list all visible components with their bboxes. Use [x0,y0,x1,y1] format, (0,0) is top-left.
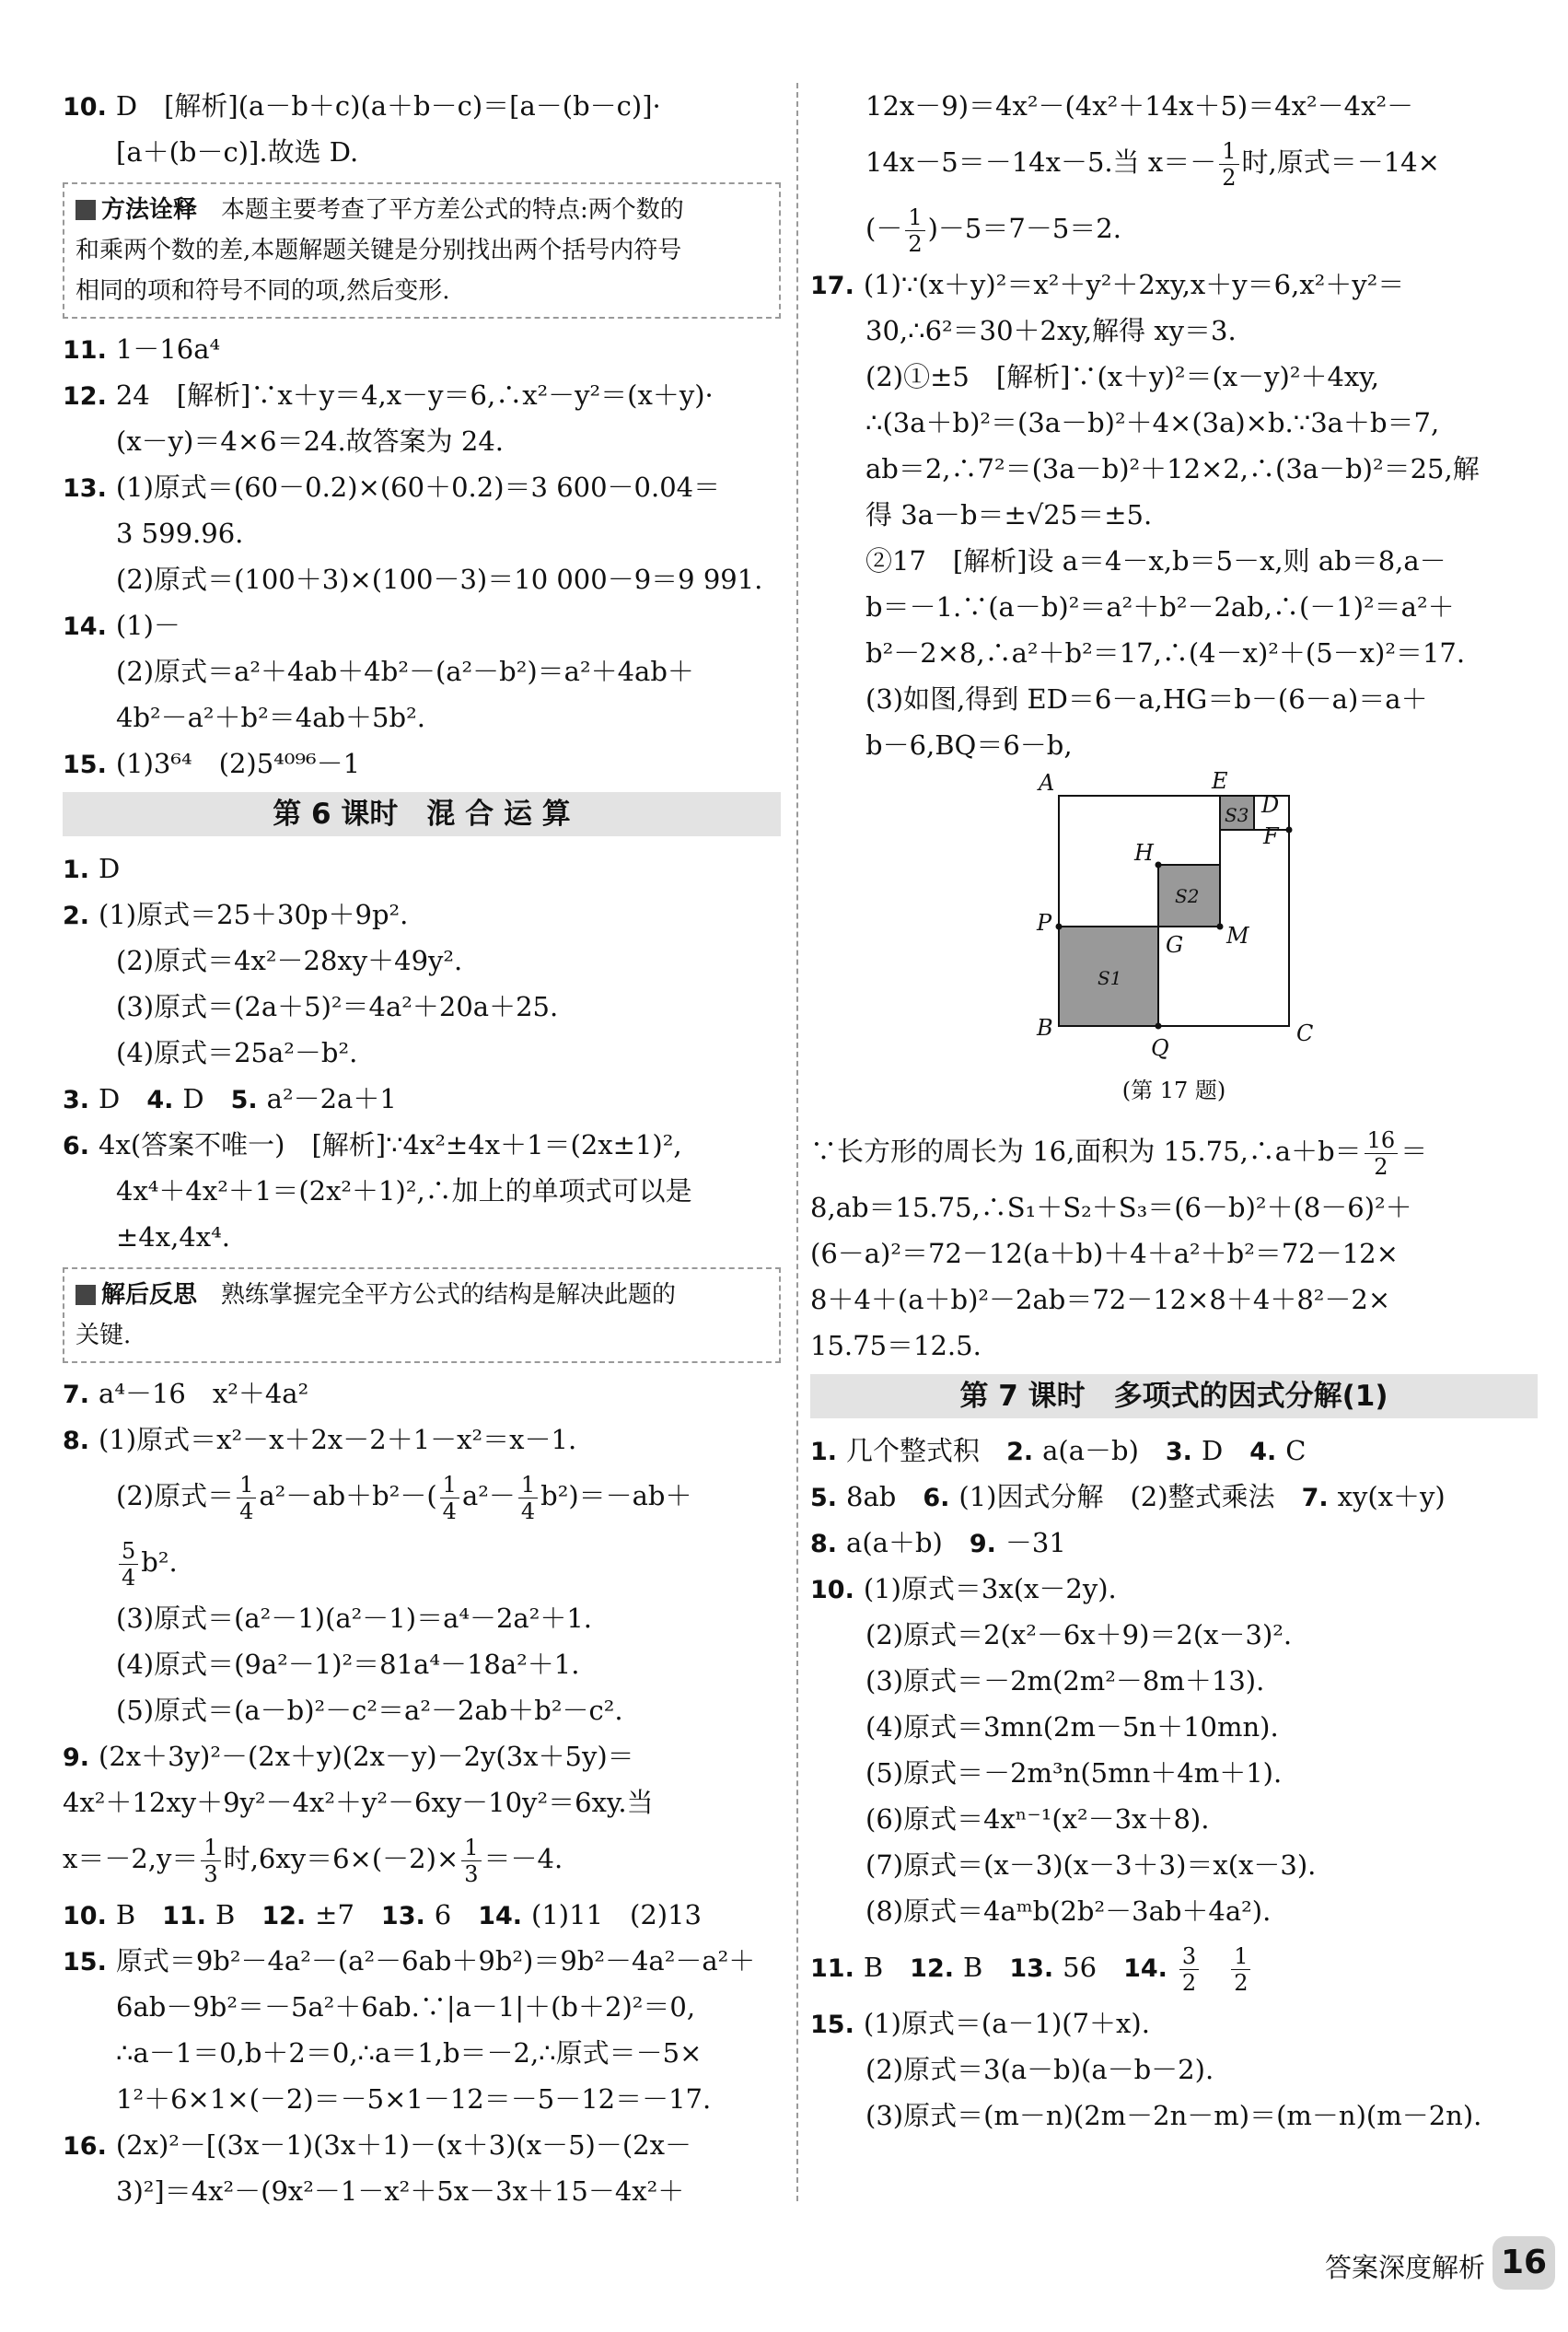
page-number: 16 [1493,2236,1555,2290]
label-d: D [1261,792,1280,818]
q16-cont-line3: (－ $\frac{1}{2}$ )－5＝7－5＝2. [865,204,1121,257]
label-m: M [1226,923,1249,949]
q12-line1: 12. 24 [解析]∵x＋y＝4,x－y＝6,∴x²－y²＝(x＋y)· [63,379,714,411]
s6-q7: 7. a⁴－16 x²＋4a² [63,1378,309,1409]
q17b-line5: 15.75＝12.5. [810,1330,981,1361]
s6-q6-line1: 6. 4x(答案不唯一) [解析]∵4x²±4x＋1＝(2x±1)², [63,1129,682,1160]
s6-q9-line1: 9. (2x＋3y)²－(2x＋y)(2x－y)－2y(3x＋5y)＝ [63,1741,634,1772]
s6-q2-line3: (3)原式＝(2a＋5)²＝4a²＋20a＋25. [116,991,559,1022]
fraction: $\frac{1}{4}$ [440,1472,459,1524]
s7-q15-line1: 15. (1)原式＝(a－1)(7＋x). [810,2008,1150,2039]
s6-q2-line2: (2)原式＝4x²－28xy＋49y². [116,945,463,976]
q17b-line2: 8,ab＝15.75,∴S₁＋S₂＋S₃＝(6－b)²＋(8－6)²＋ [810,1192,1412,1223]
s6-q15-line2: 6ab－9b²＝－5a²＋6ab.∵|a－1|＋(b＋2)²＝0, [116,1991,696,2023]
q17b-line4: 8＋4＋(a＋b)²－2ab＝72－12×8＋4＋8²－2× [810,1284,1391,1315]
fraction: $\frac{1}{2}$ [1219,138,1238,191]
q17b-line1: ∵长方形的周长为 16,面积为 15.75,∴a＋b＝ $\frac{16}{2}$ ＝ [810,1126,1428,1180]
q10-line1: 10. D [解析](a－b＋c)(a＋b－c)＝[a－(b－c)]· [63,90,661,122]
s6-q6-line3: ±4x,4x⁴. [116,1221,230,1253]
q14-line2: (2)原式＝a²＋4ab＋4b²－(a²－b²)＝a²＋4ab＋ [116,656,694,687]
q11: 11. 1－16a⁴ [63,333,221,365]
q13-line2: 3 599.96. [116,518,244,549]
fraction: $\frac{1}{3}$ [201,1835,220,1887]
fraction: $\frac{1}{4}$ [518,1472,538,1524]
fraction: $\frac{1}{4}$ [237,1472,256,1524]
q17-line9: b²－2×8,∴a²＋b²＝17,∴(4－x)²＋(5－x)²＝17. [865,637,1466,669]
s7-q10-line1: 10. (1)原式＝3x(x－2y). [810,1573,1117,1604]
label-s1: S1 [1098,967,1122,989]
s7-q10-line3: (3)原式＝－2m(2m²－8m＋13). [865,1665,1265,1697]
s7-line3: 8. a(a＋b) 9. －31 [810,1527,1066,1558]
label-b: B [1037,1015,1053,1041]
label-c: C [1296,1020,1314,1046]
s6-q15-line1: 15. 原式＝9b²－4a²－(a²－6ab＋9b²)＝9b²－4a²－a²＋ [63,1945,756,1976]
q17-line1: 17. (1)∵(x＋y)²＝x²＋y²＋2xy,x＋y＝6,x²＋y²＝ [810,269,1405,300]
fraction: $\frac{3}{2}$ [1179,1943,1199,1996]
q13-line1: 13. (1)原式＝(60－0.2)×(60＋0.2)＝3 600－0.04＝ [63,472,721,503]
s6-q8-line5: (4)原式＝(9a²－1)²＝81a⁴－18a²＋1. [116,1649,580,1680]
s6-q15-line4: 1²＋6×1×(－2)＝－5×1－12＝－5－12＝－17. [116,2083,712,2115]
label-e: E [1212,768,1228,794]
fraction: $\frac{1}{2}$ [905,204,924,257]
s7-q11-14: 11. B 12. B 13. 56 14. $\frac{3}{2}$ $\frac{1}{2}$ [810,1934,1538,2000]
footer-title: 答案深度解析 [1324,2252,1485,2283]
s7-q10-line2: (2)原式＝2(x²－6x＋9)＝2(x－3)². [865,1619,1293,1650]
label-q: Q [1151,1035,1169,1061]
note-icon [75,1285,96,1305]
q17-line10: (3)如图,得到 ED＝6－a,HG＝b－(6－a)＝a＋ [865,683,1428,715]
s6-q3-5: 3. D 4. D 5. a²－2a＋1 [63,1083,397,1114]
column-divider [796,83,798,2201]
s6-q2-line1: 2. (1)原式＝25＋30p＋9p². [63,899,409,930]
s6-q8-line3: $\frac{5}{4}$ b². [63,1529,781,1595]
s6-q8-line1: 8. (1)原式＝x²－x＋2x－2＋1－x²＝x－1. [63,1424,577,1455]
fraction: $\frac{16}{2}$ [1365,1127,1399,1180]
s6-q2-line4: (4)原式＝25a²－b². [116,1037,358,1068]
label-s2: S2 [1175,885,1200,907]
s6-q8-line4: (3)原式＝(a²－1)(a²－1)＝a⁴－2a²＋1. [116,1603,593,1634]
s6-q10-14: 10. B 11. B 12. ±7 13. 6 14. (1)11 (2)13 [63,1899,703,1930]
left-column [63,83,781,2214]
q10-line2: [a＋(b－c)].故选 D. [116,136,359,168]
fraction: $\frac{5}{4}$ [119,1538,138,1591]
q17-line7: ②17 [解析]设 a＝4－x,b＝5－x,则 ab＝8,a－ [865,545,1446,577]
s7-q10-line6: (6)原式＝4xⁿ⁻¹(x²－3x＋8). [865,1803,1210,1835]
q13-line3: (2)原式＝(100＋3)×(100－3)＝10 000－9＝9 991. [116,564,763,595]
q17-diagram [1031,768,1326,1063]
right-column [810,83,1538,2139]
s6-q16-line2: 3)²]＝4x²－(9x²－1－x²＋5x－3x＋15－4x²＋ [116,2175,685,2207]
s7-q10-line5: (5)原式＝－2m³n(5mn＋4m＋1). [865,1757,1283,1789]
method-note-box: 方法诠释 本题主要考查了平方差公式的特点:两个数的 和乘两个数的差,本题解题关键是分别找出两个括号内符号 相同的项和符号不同的项,然后变形. [63,182,781,319]
label-a: A [1039,770,1055,796]
s6-q16-line1: 16. (2x)²－[(3x－1)(3x＋1)－(x＋3)(x－5)－(2x－ [63,2129,691,2161]
q16-cont-line1: 12x－9)＝4x²－(4x²＋14x＋5)＝4x²－4x²－ [865,90,1414,122]
section-title-lesson7: 第 7 课时 多项式的因式分解(1) [810,1374,1538,1418]
q17-line6: 得 3a－b＝±√25＝±5. [865,499,1153,531]
q17-line2: 30,∴6²＝30＋2xy,解得 xy＝3. [865,315,1237,346]
q17-line4: ∴(3a＋b)²＝(3a－b)²＋4×(3a)×b.∵3a＋b＝7, [865,407,1440,438]
s6-q1: 1. D [63,853,121,884]
s6-q9-line2: 4x²＋12xy＋9y²－4x²＋y²－6xy－10y²＝6xy.当 [63,1787,654,1818]
q17-line5: ab＝2,∴7²＝(3a－b)²＋12×2,∴(3a－b)²＝25,解 [865,453,1480,484]
section-title-lesson6: 第 6 课时 混 合 运 算 [63,792,781,836]
s7-q10-line4: (4)原式＝3mn(2m－5n＋10mn). [865,1711,1279,1743]
label-g: G [1166,932,1184,958]
s7-q10-line7: (7)原式＝(x－3)(x－3＋3)＝x(x－3). [865,1849,1317,1881]
label-f: F [1263,823,1279,849]
q14-line1: 14. (1)－ [63,610,180,641]
q17-line3: (2)①±5 [解析]∵(x＋y)²＝(x－y)²＋4xy, [865,361,1379,392]
q12-line2: (x－y)＝4×6＝24.故答案为 24. [116,426,505,457]
fraction: $\frac{1}{2}$ [1231,1943,1250,1996]
q15: 15. (1)3⁶⁴ (2)5⁴⁰⁹⁶－1 [63,748,361,779]
s7-q10-line8: (8)原式＝4aᵐb(2b²－3ab＋4a²). [865,1895,1272,1927]
s6-q8-line2: (2)原式＝ $\frac{1}{4}$ a²－ab＋b²－( $\frac{1}{4}$ a²－ $\frac{1}{4}$ b²)＝－ab＋ [116,1471,692,1524]
label-p: P [1037,910,1052,936]
s6-q6-line2: 4x⁴＋4x²＋1＝(2x²＋1)²,∴加上的单项式可以是 [116,1175,692,1207]
fraction: $\frac{1}{3}$ [461,1835,481,1887]
figure-caption: (第 17 题) [1121,1078,1226,1103]
q14-line3: 4b²－a²＋b²＝4ab＋5b². [116,702,425,733]
s6-q9-line3: x＝－2,y＝ $\frac{1}{3}$ 时,6xy＝6×(－2)× $\frac{1}{3}$ ＝－4. [63,1834,563,1887]
label-h: H [1134,840,1154,866]
q17-line11: b－6,BQ＝6－b, [865,729,1073,761]
s7-line1: 1. 几个整式积 2. a(a－b) 3. D 4. C [810,1435,1307,1466]
q17-line8: b＝－1.∵(a－b)²＝a²＋b²－2ab,∴(－1)²＝a²＋ [865,591,1455,623]
s7-line2: 5. 8ab 6. (1)因式分解 (2)整式乘法 7. xy(x＋y) [810,1481,1446,1512]
q17-figure [810,768,1538,1118]
s6-q15-line3: ∴a－1＝0,b＋2＝0,∴a＝1,b＝－2,∴原式＝－5× [116,2037,703,2069]
label-s3: S3 [1225,804,1249,826]
s7-q15-line3: (3)原式＝(m－n)(2m－2n－m)＝(m－n)(m－2n). [865,2100,1482,2131]
q16-cont-line2: 14x－5＝－14x－5.当 x＝－ $\frac{1}{2}$ 时,原式＝－14× [865,137,1440,191]
reflection-note-box: 解后反思 熟练掌握完全平方公式的结构是解决此题的 关键. [63,1267,781,1363]
note-icon [75,200,96,220]
s6-q8-line6: (5)原式＝(a－b)²－c²＝a²－2ab＋b²－c². [116,1695,623,1726]
q17b-line3: (6－a)²＝72－12(a＋b)＋4＋a²＋b²＝72－12× [810,1238,1399,1269]
s7-q15-line2: (2)原式＝3(a－b)(a－b－2). [865,2054,1214,2085]
